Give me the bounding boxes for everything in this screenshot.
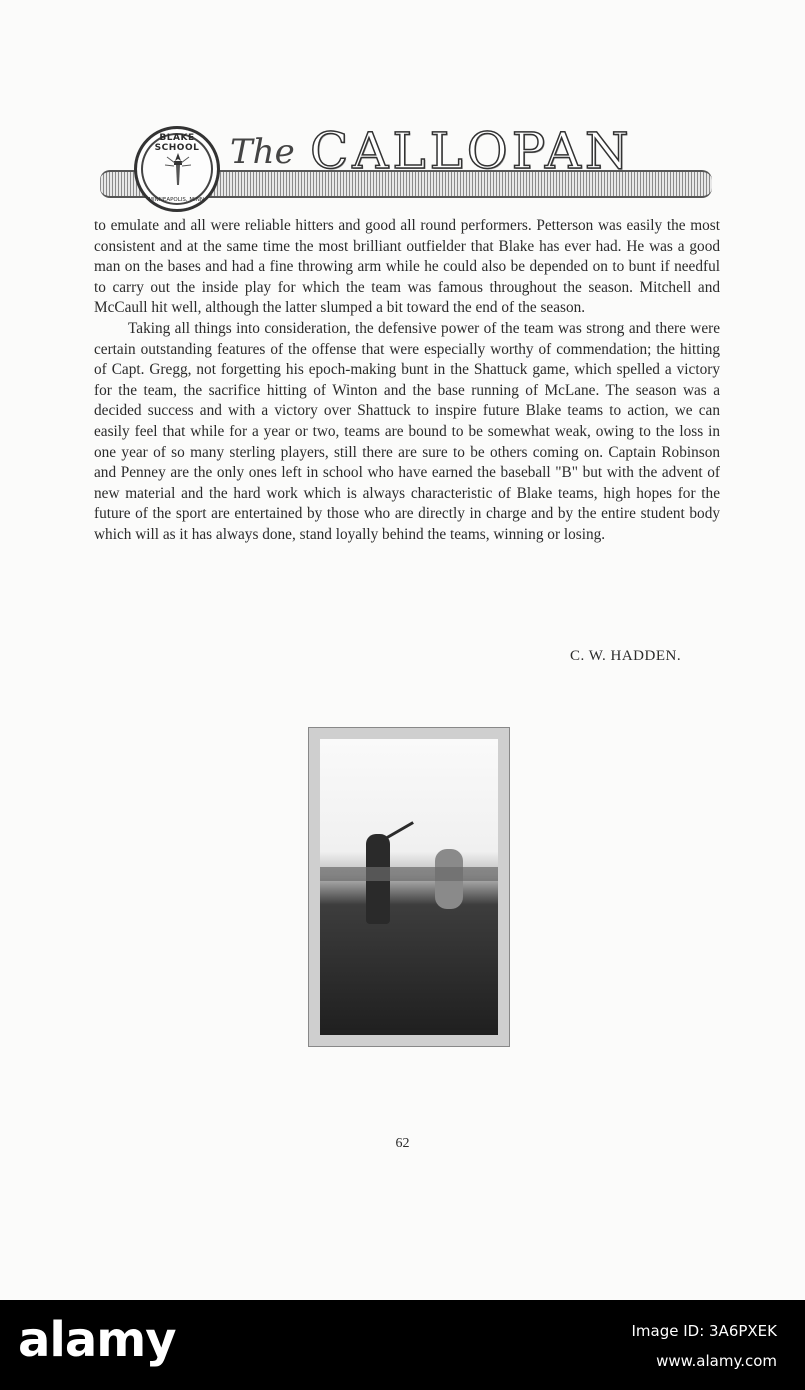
watermark-url: www.alamy.com <box>656 1352 777 1370</box>
paragraph-2: Taking all things into consideration, the defensive power of the team was strong and there were certain outstanding features of the offense that were especially worthy of commendation; the hitting of Capt. Gregg, not forgetting his epoch-making bunt in the Shattuck game, which spelled a victory for the team, the sacrifice hitting of Winton and the base running of McLane. The season was a decided success and with a victory over Shattuck to inspire future Blake teams to action, we can easily feel that while for a year or two, teams are bound to be somewhat weak, owing to the loss in one year of so many sterling players, still there are sure to be others coming on. Captain Robinson and Penney are the only ones left in school who have earned the baseball "B" but with the advent of new material and the hard work which is always characteristic of Blake teams, high hopes for the future of the sport are entertained by those who are directly in charge and by the entire student body which will as it has always done, stand loyally behind the teams, winning or losing. <box>94 319 720 543</box>
bat <box>381 821 414 842</box>
baseball-photo <box>320 739 498 1035</box>
image-id: Image ID: 3A6PXEK <box>631 1322 777 1340</box>
page-number: 62 <box>395 1136 410 1151</box>
watermark-bar <box>0 1300 805 1390</box>
seal-subtext: MINNEAPOLIS, MINN. <box>148 197 206 203</box>
page-header <box>90 118 720 208</box>
baseball-photo-frame <box>308 727 510 1047</box>
school-seal <box>134 126 220 212</box>
crowd-band <box>320 867 498 881</box>
alamy-logo: alamy <box>18 1312 176 1368</box>
torch-icon <box>165 151 191 187</box>
paragraph-1: to emulate and all were reliable hitters and good all round performers. Petterson was easily the most consistent and at the same time the most brilliant outfielder that Blake has ever had. He was a good man on the bases and had a fine throwing arm while he could also be depended on to bunt if needful to carry out the inside play for which the team was famous throughout the season. Mitchell and McCaull hit well, although the latter slumped a bit toward the end of the season. <box>94 217 720 317</box>
article-body <box>94 216 720 546</box>
title-prefix: The <box>230 132 295 172</box>
publication-title: CALLOPAN <box>310 122 633 180</box>
seal-text: BLAKE SCHOOL <box>154 133 200 153</box>
author-signature: C. W. HADDEN. <box>570 648 682 664</box>
